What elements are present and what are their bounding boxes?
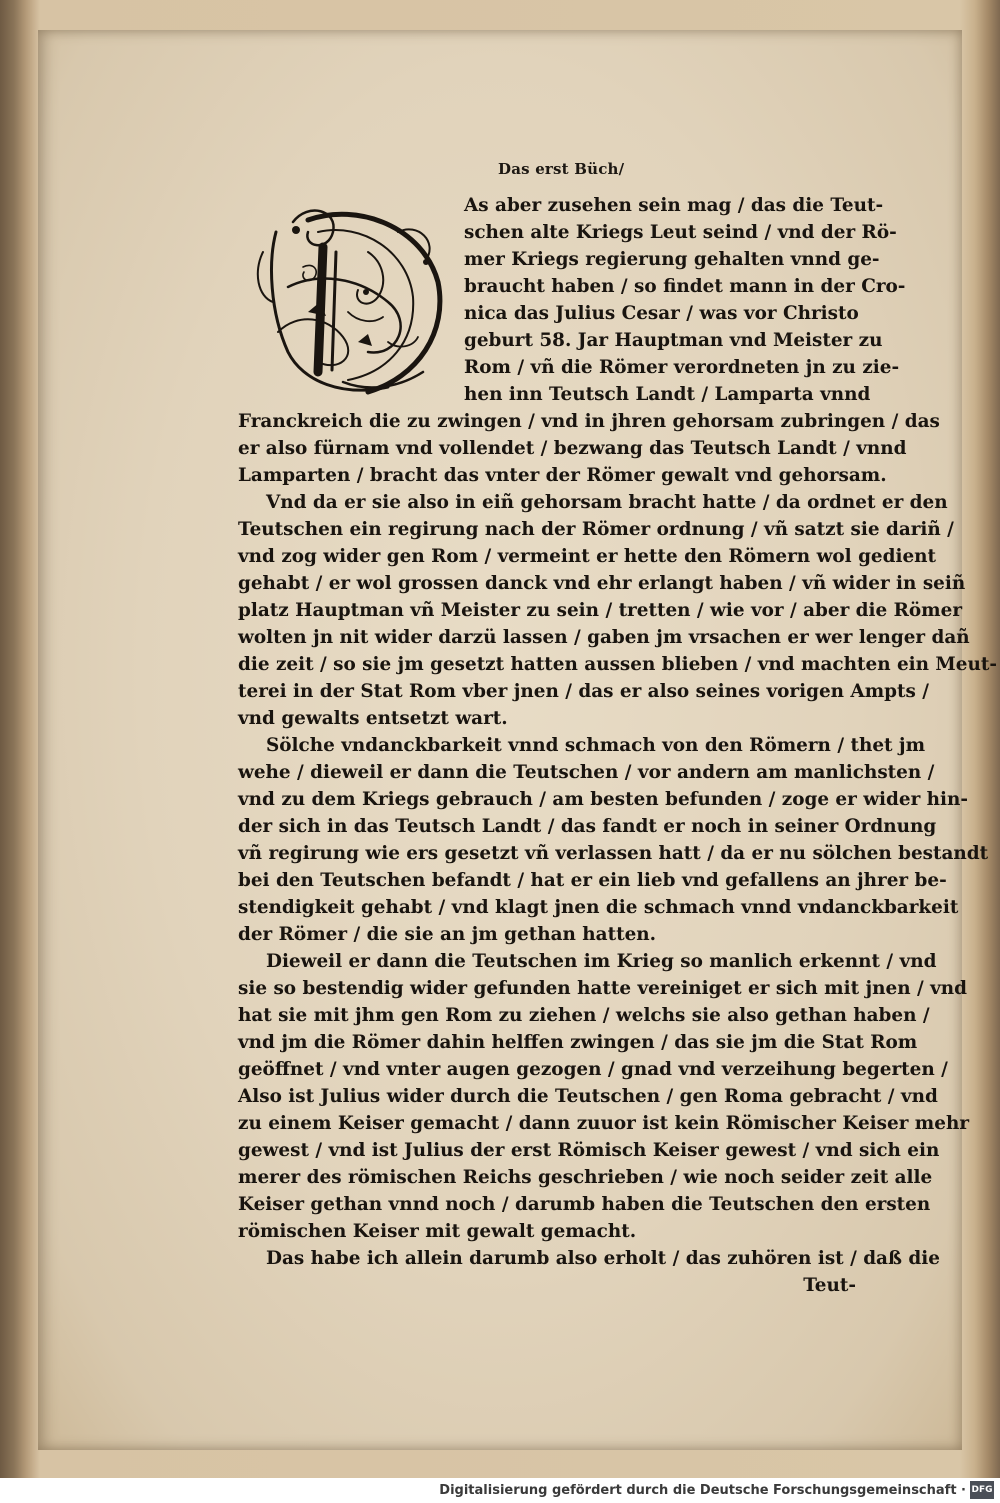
- text-line: terei in der Stat Rom vber jnen / das er also seines vorigen Ampts /: [238, 681, 929, 702]
- text-line: vnd zog wider gen Rom / vermeint er hette den Römern wol gedient: [238, 546, 937, 567]
- text-line: geburt 58. Jar Hauptman vnd Meister zu: [464, 330, 883, 351]
- text-line: Das habe ich allein darumb also erholt / das zuhören ist / daß die: [266, 1248, 940, 1269]
- text-line: geöffnet / vnd vnter augen gezogen / gnad vnd verzeihung begerten /: [238, 1059, 948, 1080]
- text-line: bei den Teutschen befandt / hat er ein lieb vnd gefallens an jhrer be-: [238, 870, 947, 891]
- text-line: der sich in das Teutsch Landt / das fandt er noch in seiner Ordnung: [238, 816, 937, 837]
- text-line: hat sie mit jhm gen Rom zu ziehen / welchs sie also gethan haben /: [238, 1005, 930, 1026]
- text-line: vnd gewalts entsetzt wart.: [238, 708, 508, 729]
- text-line: braucht haben / so findet mann in der Cro-: [464, 276, 906, 297]
- text-line: er also fürnam vnd vollendet / bezwang das Teutsch Landt / vnnd: [238, 438, 907, 459]
- text-line: Lamparten / bracht das vnter der Römer gewalt vnd gehorsam.: [238, 465, 887, 486]
- text-line: Franckreich die zu zwingen / vnd in jhren gehorsam zubringen / das: [238, 411, 940, 432]
- text-line: stendigkeit gehabt / vnd klagt jnen die schmach vnnd vndanckbarkeit: [238, 897, 959, 918]
- text-line: As aber zusehen sein mag / das die Teut-: [464, 195, 884, 216]
- text-line: Dieweil er dann die Teutschen im Krieg so manlich erkennt / vnd: [266, 951, 937, 972]
- text-line: vnd zu dem Kriegs gebrauch / am besten befunden / zoge er wider hin-: [238, 789, 969, 810]
- text-line: wolten jn nit wider darzü lassen / gaben jm vrsachen er wer lenger dañ: [238, 627, 970, 648]
- text-line: platz Hauptman vñ Meister zu sein / tretten / wie vor / aber die Römer: [238, 600, 963, 621]
- text-line: Also ist Julius wider durch die Teutschen / gen Roma gebracht / vnd: [238, 1086, 938, 1107]
- text-line: wehe / dieweil er dann die Teutschen / vor andern am manlichsten /: [238, 762, 935, 783]
- text-line: Keiser gethan vnnd noch / darumb haben die Teutschen den ersten: [238, 1194, 931, 1215]
- text-line: merer des römischen Reichs geschrieben / wie noch seider zeit alle: [238, 1167, 933, 1188]
- text-line: hen inn Teutsch Landt / Lamparta vnnd: [464, 384, 871, 405]
- text-line: römischen Keiser mit gewalt gemacht.: [238, 1221, 637, 1242]
- text-line: Sölche vndanckbarkeit vnnd schmach von den Römern / thet jm: [266, 735, 926, 756]
- text-line: die zeit / so sie jm gesetzt hatten aussen blieben / vnd machten ein Meut-: [238, 654, 997, 675]
- text-line: mer Kriegs regierung gehalten vnnd ge-: [464, 249, 880, 270]
- dfg-logo: DFG: [970, 1481, 994, 1499]
- text-block: [238, 192, 997, 1299]
- text-line: nica das Julius Cesar / was vor Christo: [464, 303, 859, 324]
- running-head: Das erst Büch/: [498, 160, 625, 178]
- text-line: vnd jm die Römer dahin helffen zwingen / das sie jm die Stat Rom: [238, 1032, 918, 1053]
- text-line: Teutschen ein regirung nach der Römer ordnung / vñ satzt sie dariñ /: [238, 519, 954, 540]
- text-line: vñ regirung wie ers gesetzt vñ verlassen hatt / da er nu sölchen bestandt: [238, 843, 989, 864]
- text-line: sie so bestendig wider gefunden hatte vereiniget er sich mit jnen / vnd: [238, 978, 968, 999]
- text-line: gewest / vnd ist Julius der erst Römisch Keiser gewest / vnd sich ein: [238, 1140, 940, 1161]
- text-line: zu einem Keiser gemacht / dann zuuor ist kein Römischer Keiser mehr: [238, 1113, 970, 1134]
- text-line: Vnd da er sie also in eiñ gehorsam bracht hatte / da ordnet er den: [266, 492, 948, 513]
- footer-credit: Digitalisierung gefördert durch die Deutsche Forschungsgemeinschaft ·: [439, 1483, 966, 1498]
- text-line: der Römer / die sie an jm gethan hatten.: [238, 924, 657, 945]
- text-line: schen alte Kriegs Leut seind / vnd der Rö-: [464, 222, 897, 243]
- text-line: gehabt / er wol grossen danck vnd ehr erlangt haben / vñ wider in seiñ: [238, 573, 966, 594]
- text-line: Rom / vñ die Römer verordneten jn zu zie-: [464, 357, 900, 378]
- text-line: Teut-: [803, 1275, 856, 1296]
